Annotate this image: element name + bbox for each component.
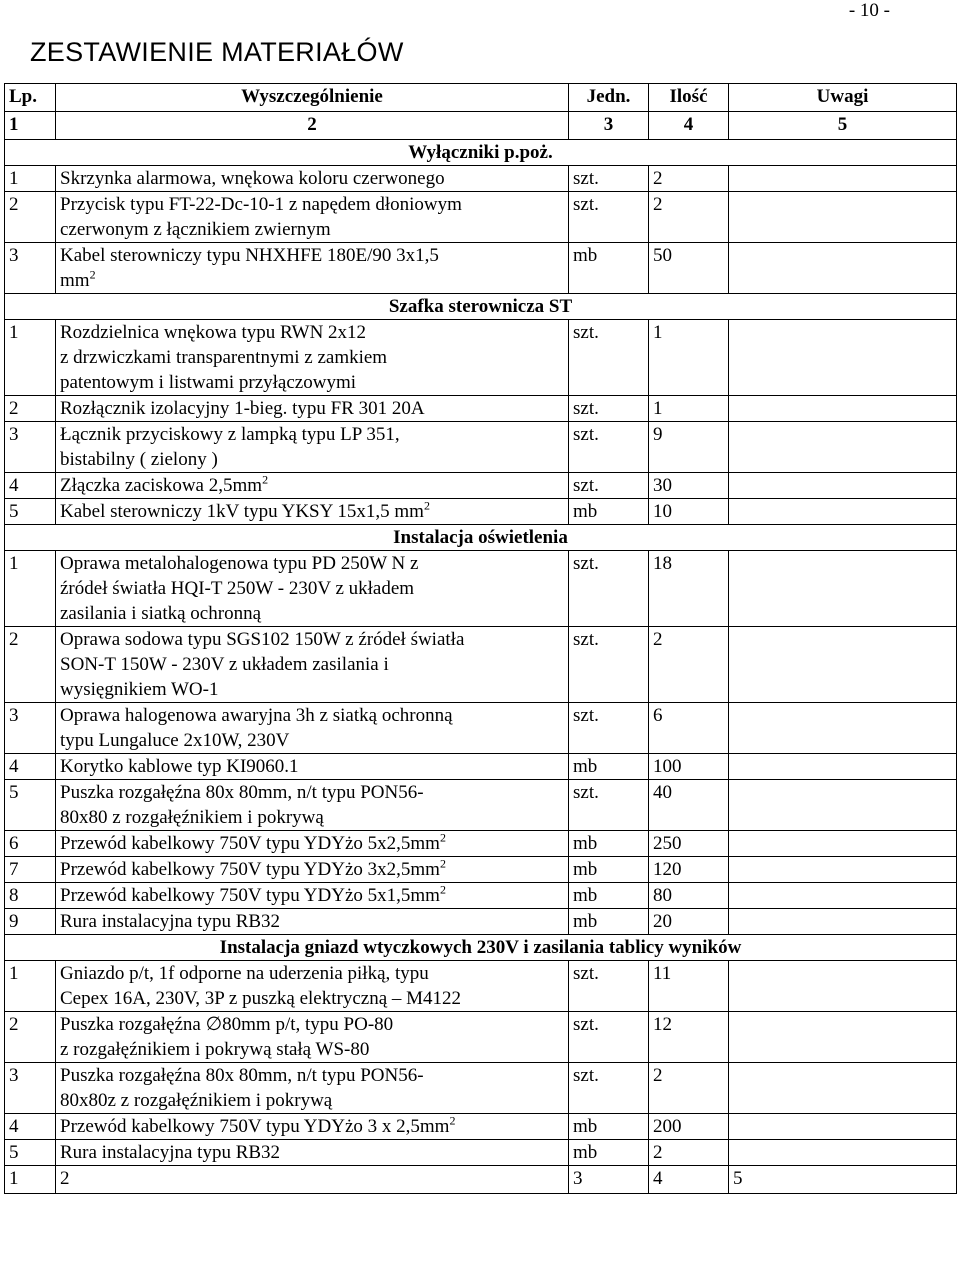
unit-superscript: 2	[439, 856, 446, 871]
item-description-line	[60, 268, 568, 293]
item-description-line	[60, 1037, 568, 1062]
item-description	[56, 627, 569, 703]
item-unit: mb	[569, 754, 649, 780]
item-quantity: 40	[649, 780, 729, 831]
item-unit: mb	[569, 1114, 649, 1140]
item-description-line	[60, 499, 568, 524]
item-description-line	[60, 551, 568, 576]
item-description-line	[60, 396, 568, 421]
table-row	[5, 909, 957, 935]
item-description-text: Przewód kabelkowy 750V typu YDYżo 5x2,5mm	[60, 833, 440, 854]
item-lp: 1	[5, 166, 56, 192]
item-description-line	[60, 857, 568, 882]
item-description	[56, 1114, 569, 1140]
item-lp: 3	[5, 1063, 56, 1114]
item-lp: 4	[5, 473, 56, 499]
item-description-text: typu Lungaluce 2x10W, 230V	[60, 730, 290, 751]
table-row	[5, 703, 957, 754]
item-unit: szt.	[569, 473, 649, 499]
item-quantity: 30	[649, 473, 729, 499]
item-notes	[729, 320, 957, 396]
item-description-text: Złączka zaciskowa 2,5mm	[60, 475, 263, 496]
item-description	[56, 243, 569, 294]
table-row	[5, 320, 957, 396]
table-row	[5, 473, 957, 499]
item-lp: 7	[5, 857, 56, 883]
item-description-text: mm	[60, 270, 90, 291]
item-description-line	[60, 473, 568, 498]
table-row	[5, 396, 957, 422]
item-description-line	[60, 370, 568, 395]
item-unit: szt.	[569, 396, 649, 422]
table-row	[5, 857, 957, 883]
item-lp: 3	[5, 243, 56, 294]
item-description-line	[60, 652, 568, 677]
section-title: Instalacja oświetlenia	[5, 525, 957, 551]
item-description-line	[60, 728, 568, 753]
item-description-line	[60, 576, 568, 601]
item-unit: mb	[569, 909, 649, 935]
item-quantity: 120	[649, 857, 729, 883]
header-lp: Lp.	[5, 84, 56, 112]
item-notes	[729, 754, 957, 780]
item-quantity: 1	[649, 396, 729, 422]
table-row	[5, 422, 957, 473]
item-description-text: Skrzynka alarmowa, wnękowa koloru czerwonego	[60, 168, 445, 189]
colnum-3: 3	[569, 112, 649, 140]
item-unit: szt.	[569, 961, 649, 1012]
item-description-text: z rozgałęźnikiem i pokrywą stałą WS-80	[60, 1039, 370, 1060]
item-description-line	[60, 961, 568, 986]
item-description-line	[60, 883, 568, 908]
item-description-text: Przewód kabelkowy 750V typu YDYżo 3 x 2,5mm	[60, 1116, 450, 1137]
table-row	[5, 627, 957, 703]
table-row	[5, 780, 957, 831]
section-row	[5, 935, 957, 961]
section-row	[5, 294, 957, 320]
header-unit: Jedn.	[569, 84, 649, 112]
item-unit: szt.	[569, 320, 649, 396]
table-row	[5, 1012, 957, 1063]
page-number: - 10 -	[848, 0, 890, 21]
item-lp: 8	[5, 883, 56, 909]
item-lp: 5	[5, 499, 56, 525]
item-notes	[729, 831, 957, 857]
table-row	[5, 1140, 957, 1166]
colnum-bottom-1: 1	[5, 1166, 56, 1194]
item-description-text: SON-T 150W - 230V z układem zasilania i	[60, 654, 389, 675]
item-description-text: źródeł światła HQI-T 250W - 230V z układem	[60, 578, 415, 599]
unit-superscript: 2	[439, 882, 446, 897]
item-lp: 2	[5, 627, 56, 703]
unit-superscript: 2	[262, 472, 269, 487]
item-description-text: Puszka rozgałęźna ∅80mm p/t, typu PO-80	[60, 1014, 394, 1035]
item-notes	[729, 396, 957, 422]
item-description-line	[60, 320, 568, 345]
item-description-text: patentowym i listwami przyłączowymi	[60, 372, 357, 393]
table-row	[5, 831, 957, 857]
item-description-text: Rozdzielnica wnękowa typu RWN 2x12	[60, 322, 367, 343]
colnum-2: 2	[56, 112, 569, 140]
item-notes	[729, 1114, 957, 1140]
item-unit: szt.	[569, 780, 649, 831]
item-quantity: 6	[649, 703, 729, 754]
item-description-line	[60, 1012, 568, 1037]
item-description	[56, 1012, 569, 1063]
item-quantity: 200	[649, 1114, 729, 1140]
item-description-line	[60, 780, 568, 805]
item-lp: 2	[5, 1012, 56, 1063]
unit-superscript: 2	[449, 1113, 456, 1128]
item-description-text: wysięgnikiem WO-1	[60, 679, 219, 700]
item-notes	[729, 551, 957, 627]
item-description-line	[60, 909, 568, 934]
item-lp: 5	[5, 780, 56, 831]
item-description-text: Przewód kabelkowy 750V typu YDYżo 3x2,5mm	[60, 859, 440, 880]
item-description-text: z drzwiczkami transparentnymi z zamkiem	[60, 347, 388, 368]
item-description-text: Puszka rozgałęźna 80x 80mm, n/t typu PON56-	[60, 782, 424, 803]
item-description-line	[60, 217, 568, 242]
colnum-4: 4	[649, 112, 729, 140]
item-unit: mb	[569, 499, 649, 525]
item-notes	[729, 857, 957, 883]
item-description-text: Oprawa metalohalogenowa typu PD 250W N z	[60, 553, 419, 574]
item-lp: 1	[5, 961, 56, 1012]
colnum-bottom-2: 2	[56, 1166, 569, 1194]
item-unit: szt.	[569, 166, 649, 192]
table-row	[5, 961, 957, 1012]
item-unit: mb	[569, 243, 649, 294]
item-lp: 6	[5, 831, 56, 857]
item-description-text: czerwonym z łącznikiem zwiernym	[60, 219, 331, 240]
item-unit: szt.	[569, 551, 649, 627]
item-quantity: 18	[649, 551, 729, 627]
item-description-line	[60, 243, 568, 268]
colnum-bottom-4: 4	[649, 1166, 729, 1194]
unit-superscript: 2	[423, 498, 430, 513]
item-quantity: 9	[649, 422, 729, 473]
item-description-text: Gniazdo p/t, 1f odporne na uderzenia piłką, typu	[60, 963, 429, 984]
item-description-text: Puszka rozgałęźna 80x 80mm, n/t typu PON56-	[60, 1065, 424, 1086]
item-description-line	[60, 831, 568, 856]
item-notes	[729, 243, 957, 294]
table-row	[5, 243, 957, 294]
item-unit: szt.	[569, 1012, 649, 1063]
column-number-row	[5, 112, 957, 140]
item-lp: 1	[5, 551, 56, 627]
item-description-line	[60, 1114, 568, 1139]
item-description-text: Oprawa sodowa typu SGS102 150W z źródeł światła	[60, 629, 465, 650]
item-lp: 5	[5, 1140, 56, 1166]
unit-superscript: 2	[439, 830, 446, 845]
section-title: Wyłączniki p.poż.	[5, 140, 957, 166]
item-description-text: 80x80 z rozgałęźnikiem i pokrywą	[60, 807, 324, 828]
item-description-text: Kabel sterowniczy typu NHXHFE 180E/90 3x1,5	[60, 245, 439, 266]
item-description-text: Przewód kabelkowy 750V typu YDYżo 5x1,5mm	[60, 885, 440, 906]
item-description	[56, 320, 569, 396]
materials-table	[4, 83, 957, 1194]
item-description-line	[60, 422, 568, 447]
section-title: Szafka sterownicza ST	[5, 294, 957, 320]
item-description-text: Kabel sterowniczy 1kV typu YKSY 15x1,5 mm	[60, 501, 424, 522]
column-number-row-bottom	[5, 1166, 957, 1194]
item-description-line	[60, 1140, 568, 1165]
item-quantity: 2	[649, 192, 729, 243]
table-row	[5, 1114, 957, 1140]
item-quantity: 100	[649, 754, 729, 780]
colnum-bottom-3: 3	[569, 1166, 649, 1194]
section-row	[5, 140, 957, 166]
item-unit: mb	[569, 857, 649, 883]
item-description	[56, 831, 569, 857]
item-unit: szt.	[569, 627, 649, 703]
item-quantity: 2	[649, 627, 729, 703]
item-description	[56, 1140, 569, 1166]
item-notes	[729, 1012, 957, 1063]
table-row	[5, 192, 957, 243]
item-description	[56, 754, 569, 780]
item-lp: 4	[5, 754, 56, 780]
item-description	[56, 166, 569, 192]
item-unit: szt.	[569, 192, 649, 243]
item-quantity: 2	[649, 166, 729, 192]
item-lp: 3	[5, 703, 56, 754]
item-description-line	[60, 754, 568, 779]
item-quantity: 2	[649, 1140, 729, 1166]
item-quantity: 80	[649, 883, 729, 909]
item-notes	[729, 166, 957, 192]
item-description-line	[60, 345, 568, 370]
item-notes	[729, 909, 957, 935]
table-header-row	[5, 84, 957, 112]
item-lp: 2	[5, 192, 56, 243]
item-notes	[729, 1140, 957, 1166]
item-description-text: Rozłącznik izolacyjny 1-bieg. typu FR 301 20A	[60, 398, 425, 419]
item-unit: mb	[569, 831, 649, 857]
item-description	[56, 551, 569, 627]
table-row	[5, 166, 957, 192]
table-row	[5, 754, 957, 780]
item-description	[56, 883, 569, 909]
item-description	[56, 192, 569, 243]
item-unit: szt.	[569, 1063, 649, 1114]
item-quantity: 2	[649, 1063, 729, 1114]
item-description	[56, 909, 569, 935]
item-description	[56, 703, 569, 754]
item-description-text: zasilania i siatką ochronną	[60, 603, 262, 624]
item-description-text: Rura instalacyjna typu RB32	[60, 1142, 281, 1163]
section-title: Instalacja gniazd wtyczkowych 230V i zasilania tablicy wyników	[5, 935, 957, 961]
header-description: Wyszczególnienie	[56, 84, 569, 112]
item-lp: 2	[5, 396, 56, 422]
colnum-bottom-5: 5	[729, 1166, 957, 1194]
item-notes	[729, 627, 957, 703]
item-notes	[729, 780, 957, 831]
item-notes	[729, 883, 957, 909]
table-row	[5, 883, 957, 909]
header-notes: Uwagi	[729, 84, 957, 112]
item-description-text: Oprawa halogenowa awaryjna 3h z siatką ochronną	[60, 705, 453, 726]
item-lp: 1	[5, 320, 56, 396]
item-description-line	[60, 192, 568, 217]
item-description-text: bistabilny ( zielony )	[60, 449, 218, 470]
item-description-text: 80x80z z rozgałęźnikiem i pokrywą	[60, 1090, 333, 1111]
item-description-text: Łącznik przyciskowy z lampką typu LP 351,	[60, 424, 400, 445]
item-description	[56, 857, 569, 883]
item-description-line	[60, 166, 568, 191]
item-description-text: Rura instalacyjna typu RB32	[60, 911, 281, 932]
item-description	[56, 422, 569, 473]
item-description-text: Cepex 16A, 230V, 3P z puszką elektryczną – M4122	[60, 988, 462, 1009]
item-lp: 9	[5, 909, 56, 935]
item-notes	[729, 703, 957, 754]
item-description-line	[60, 677, 568, 702]
item-description	[56, 780, 569, 831]
item-description	[56, 1063, 569, 1114]
item-description-line	[60, 1088, 568, 1113]
colnum-5: 5	[729, 112, 957, 140]
section-row	[5, 525, 957, 551]
item-description	[56, 396, 569, 422]
item-description-line	[60, 986, 568, 1011]
item-unit: szt.	[569, 422, 649, 473]
item-quantity: 1	[649, 320, 729, 396]
item-lp: 3	[5, 422, 56, 473]
table-row	[5, 499, 957, 525]
item-quantity: 250	[649, 831, 729, 857]
item-unit: mb	[569, 1140, 649, 1166]
item-description-text: Przycisk typu FT-22-Dc-10-1 z napędem dłoniowym	[60, 194, 462, 215]
item-quantity: 10	[649, 499, 729, 525]
item-notes	[729, 961, 957, 1012]
item-description-line	[60, 447, 568, 472]
item-description-line	[60, 805, 568, 830]
document-title: ZESTAWIENIE MATERIAŁÓW	[30, 37, 404, 67]
item-unit: mb	[569, 883, 649, 909]
item-quantity: 12	[649, 1012, 729, 1063]
item-description-line	[60, 703, 568, 728]
item-quantity: 11	[649, 961, 729, 1012]
unit-superscript: 2	[89, 267, 96, 282]
item-quantity: 50	[649, 243, 729, 294]
item-description	[56, 961, 569, 1012]
table-row	[5, 1063, 957, 1114]
table-row	[5, 551, 957, 627]
item-notes	[729, 192, 957, 243]
item-unit: szt.	[569, 703, 649, 754]
colnum-1: 1	[5, 112, 56, 140]
item-description-text: Korytko kablowe typ KI9060.1	[60, 756, 299, 777]
item-description-line	[60, 601, 568, 626]
item-description	[56, 473, 569, 499]
item-notes	[729, 473, 957, 499]
item-notes	[729, 422, 957, 473]
item-notes	[729, 1063, 957, 1114]
item-description-line	[60, 1063, 568, 1088]
item-lp: 4	[5, 1114, 56, 1140]
header-quantity: Ilość	[649, 84, 729, 112]
item-description-line	[60, 627, 568, 652]
item-notes	[729, 499, 957, 525]
item-description	[56, 499, 569, 525]
item-quantity: 20	[649, 909, 729, 935]
